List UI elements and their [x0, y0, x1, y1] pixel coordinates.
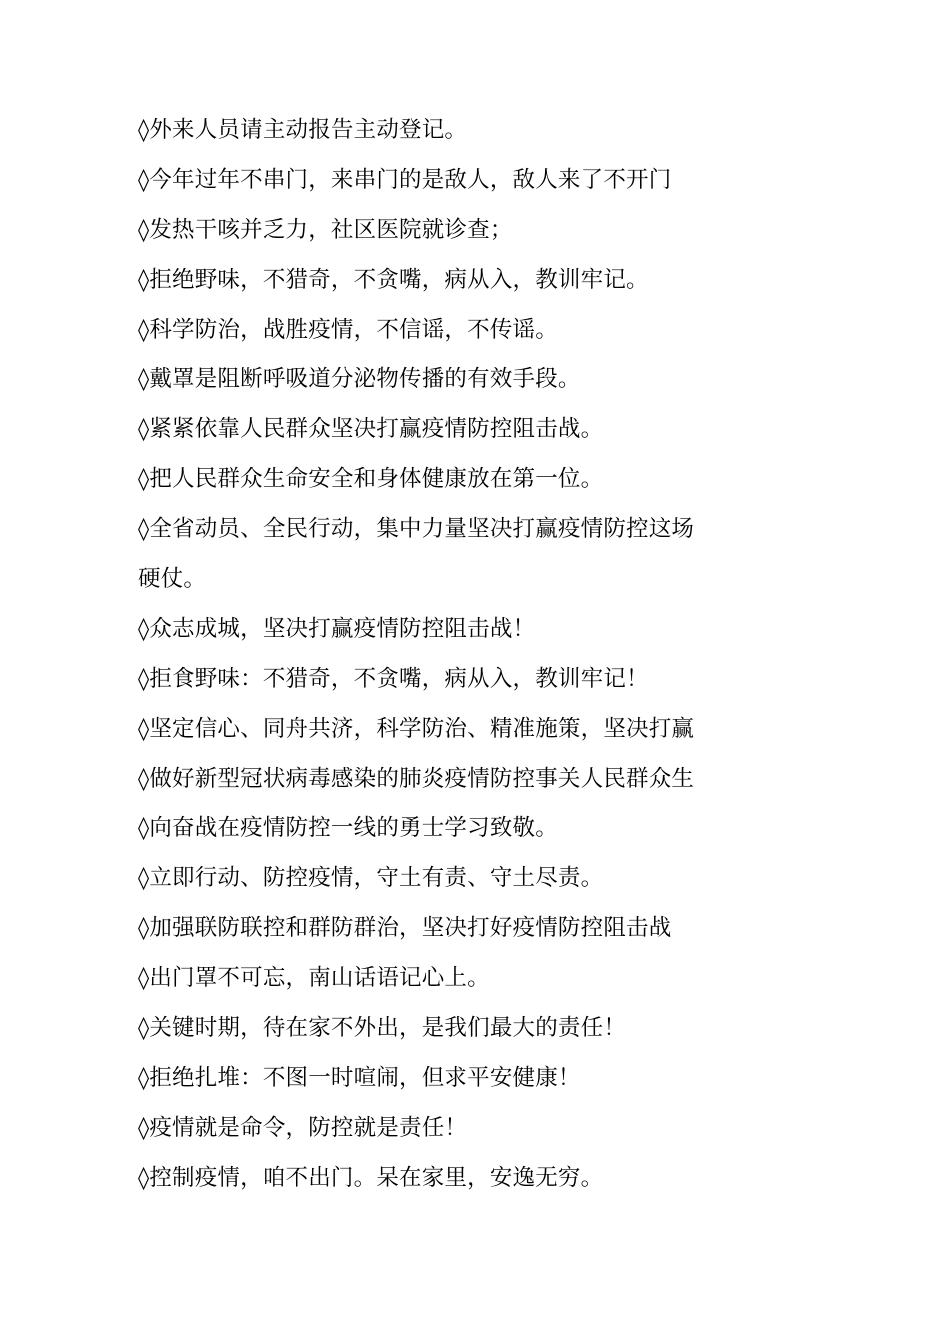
slogan-list — [138, 106, 778, 1204]
slogan-line: ◊拒绝野味，不猎奇，不贪嘴，病从入，教训牢记。 — [138, 266, 649, 293]
slogan-line: ◊向奋战在疫情防控一线的勇士学习致敬。 — [138, 815, 558, 842]
slogan-line: ◊加强联防联控和群防群治，坚决打好疫情防控阻击战 — [138, 915, 672, 942]
slogan-line: ◊全省动员、全民行动，集中力量坚决打赢疫情防控这场 — [138, 516, 695, 543]
slogan-line: ◊把人民群众生命安全和身体健康放在第一位。 — [138, 466, 604, 493]
slogan-line: ◊做好新型冠状病毒感染的肺炎疫情防控事关人民群众生 — [138, 765, 695, 792]
slogan-line: ◊众志成城，坚决打赢疫情防控阻击战！ — [138, 615, 536, 642]
slogan-line: ◊疫情就是命令，防控就是责任！ — [138, 1114, 468, 1141]
slogan-line: ◊发热干咳并乏力，社区医院就诊查； — [138, 216, 513, 243]
slogan-line: ◊紧紧依靠人民群众坚决打赢疫情防控阻击战。 — [138, 416, 604, 443]
slogan-line: ◊今年过年不串门，来串门的是敌人，敌人来了不开门 — [138, 166, 672, 193]
slogan-line-continuation: 硬仗。 — [138, 566, 207, 593]
slogan-line: ◊控制疫情，咱不出门。呆在家里，安逸无穷。 — [138, 1164, 604, 1191]
slogan-line: ◊关键时期，待在家不外出，是我们最大的责任！ — [138, 1015, 627, 1042]
slogan-line: ◊坚定信心、同舟共济，科学防治、精准施策，坚决打赢 — [138, 715, 695, 742]
slogan-line: ◊科学防治，战胜疫情，不信谣，不传谣。 — [138, 316, 558, 343]
slogan-line: ◊拒食野味：不猎奇，不贪嘴，病从入，教训牢记！ — [138, 665, 649, 692]
slogan-line: ◊戴罩是阻断呼吸道分泌物传播的有效手段。 — [138, 366, 581, 393]
slogan-line: ◊拒绝扎堆：不图一时喧闹，但求平安健康！ — [138, 1064, 581, 1091]
slogan-line: ◊外来人员请主动报告主动登记。 — [138, 117, 468, 143]
slogan-line: ◊立即行动、防控疫情，守土有责、守土尽责。 — [138, 865, 604, 892]
slogan-line: ◊出门罩不可忘，南山话语记心上。 — [138, 965, 490, 992]
